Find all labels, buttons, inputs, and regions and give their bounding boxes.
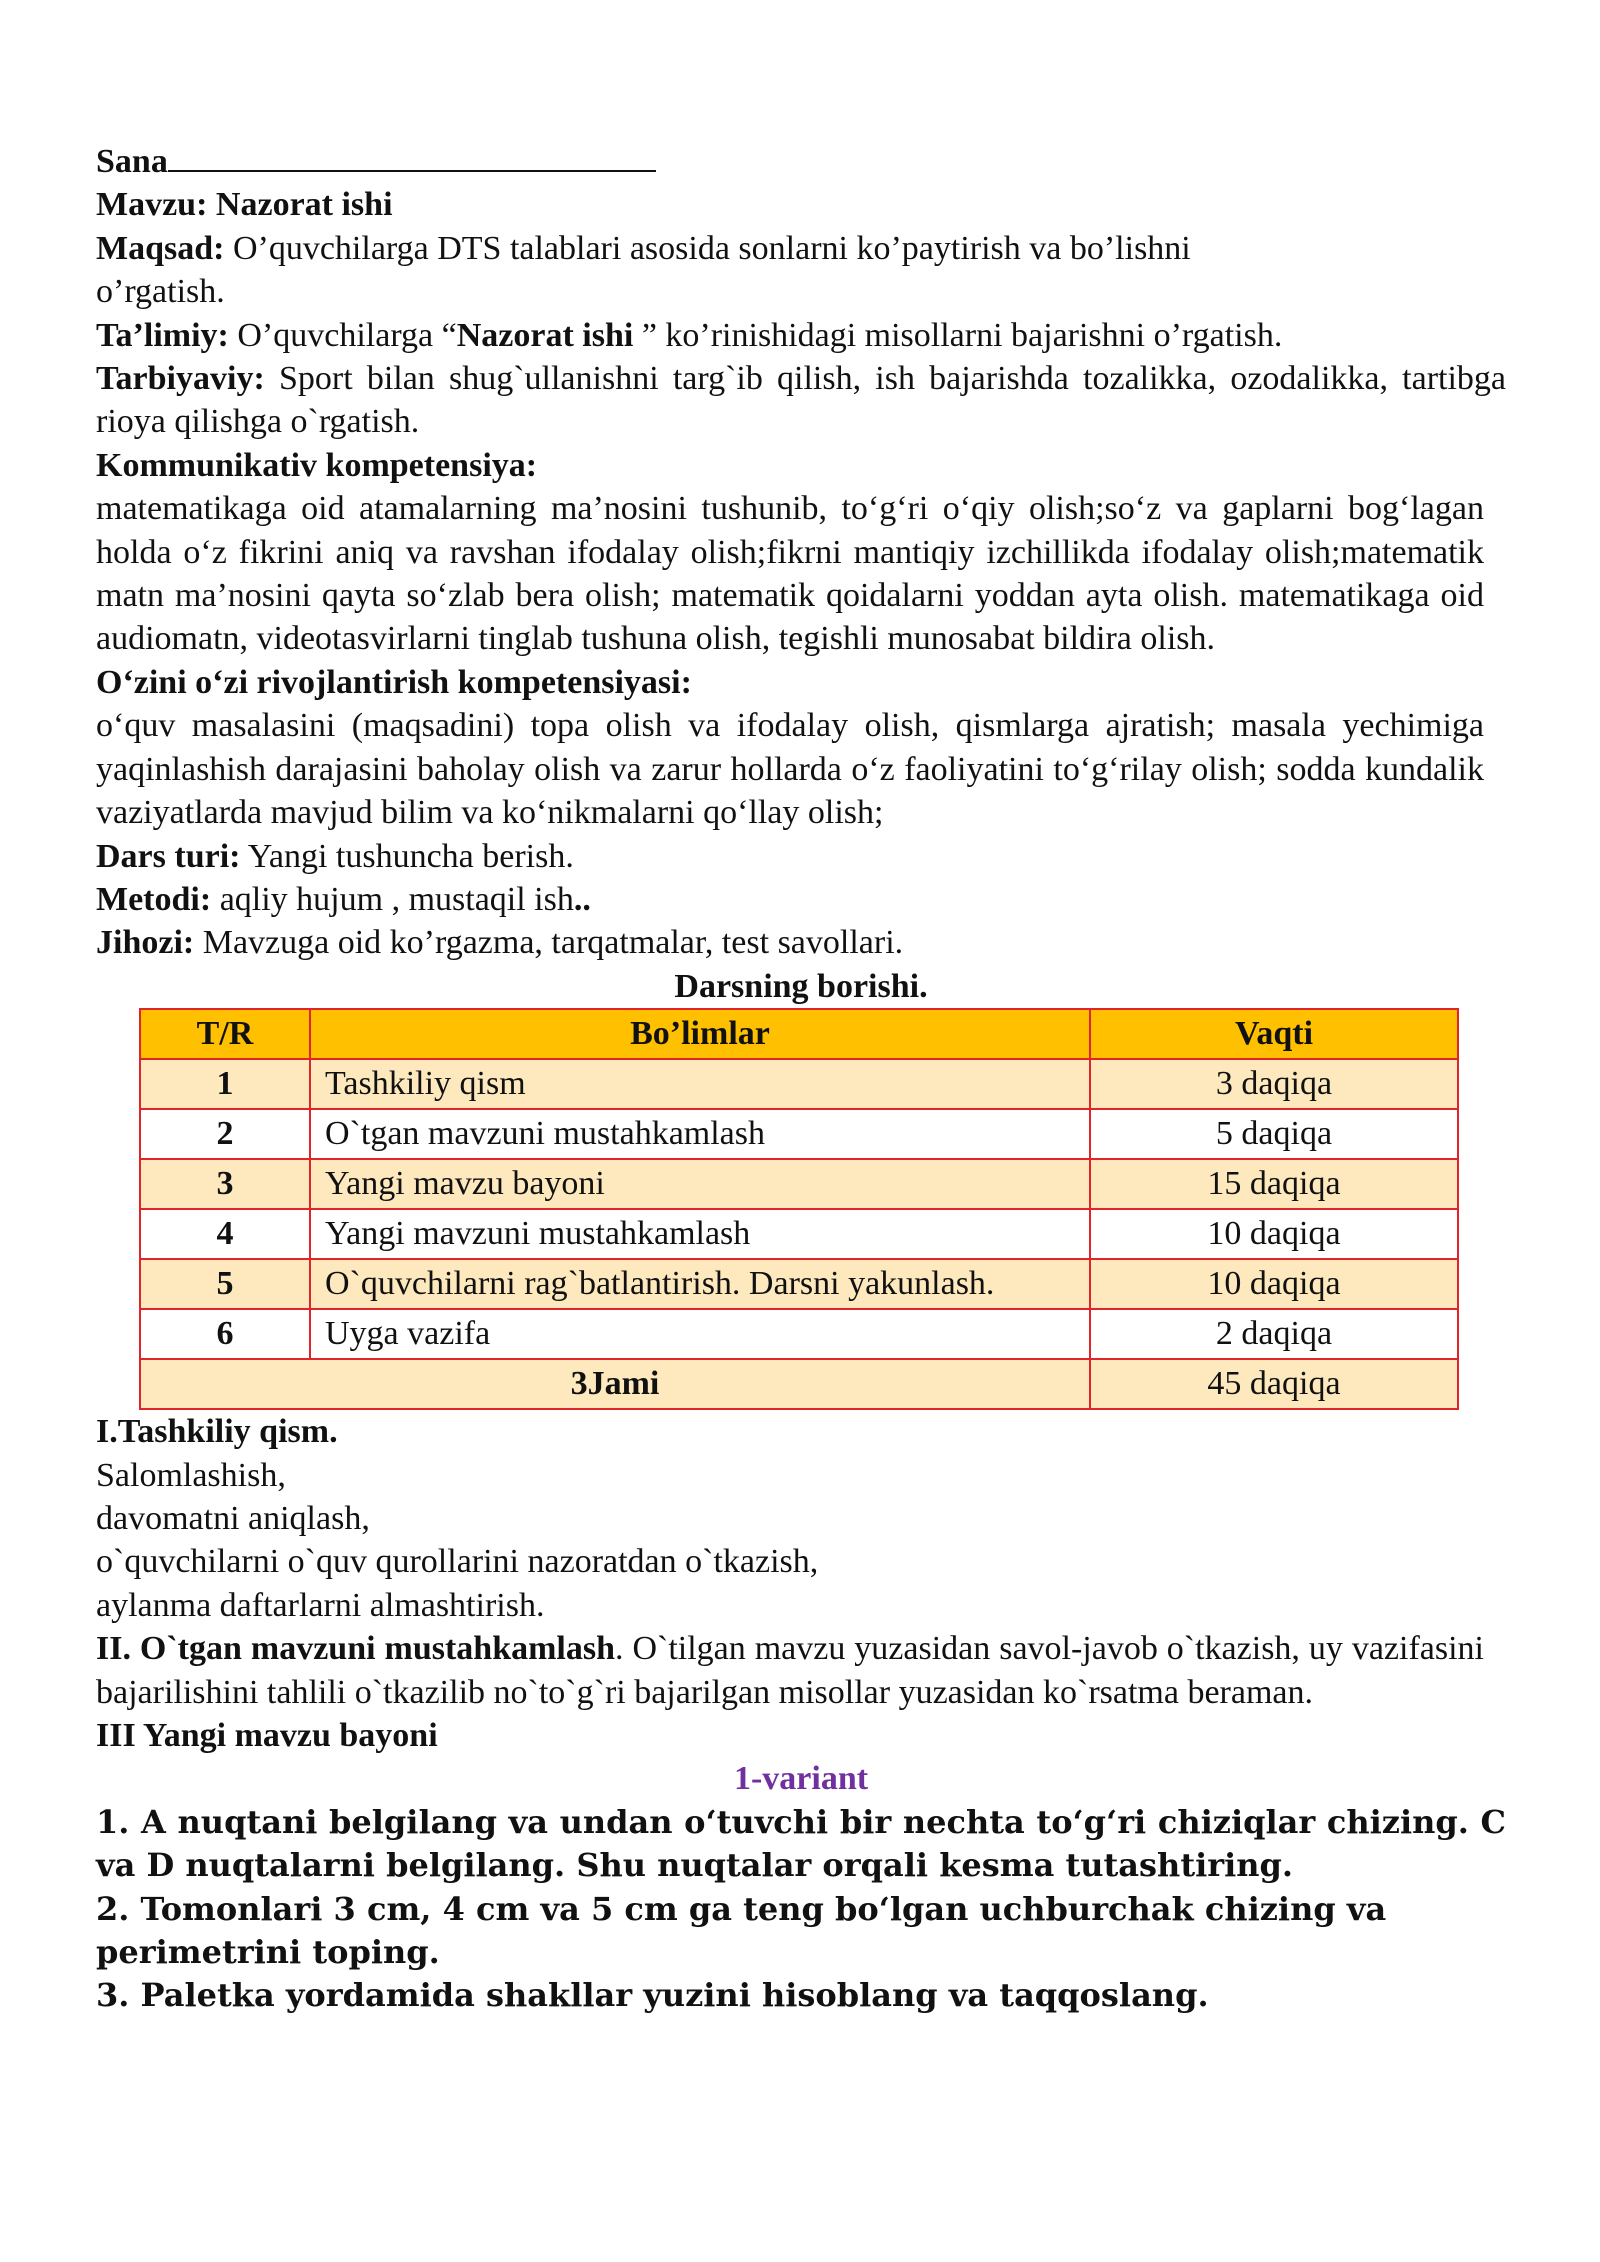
talimiy-line xyxy=(96,314,1506,357)
mavzu-value: Nazorat ishi xyxy=(215,186,393,224)
talimiy-pre: O’quvchilarga “ xyxy=(237,316,457,354)
task-item: 2. Tomonlari 3 cm, 4 cm va 5 cm ga teng bo‘lgan uchburchak chizing va perimetrini toping. xyxy=(96,1889,1387,1971)
row-section: Tashkiliy qism xyxy=(310,1059,1090,1109)
section2-paragraph xyxy=(96,1627,1484,1714)
plan-title: Darsning borishi. xyxy=(674,967,928,1005)
table-row xyxy=(140,1059,1458,1109)
col-time-header: Vaqti xyxy=(1090,1009,1458,1059)
task-list xyxy=(96,1801,1506,2018)
lesson-plan-page xyxy=(96,140,1506,2018)
mavzu-label: Mavzu: xyxy=(96,186,208,224)
col-section-header: Bo’limlar xyxy=(310,1009,1090,1059)
section1-line: davomatni aniqlash, xyxy=(96,1499,370,1537)
metodi-label: Metodi: xyxy=(96,880,212,918)
row-section: O`quvchilarni rag`batlantirish. Darsni yakunlash. xyxy=(310,1259,1090,1309)
sana-line xyxy=(96,140,1506,183)
total-time: 45 daqiqa xyxy=(1090,1359,1458,1409)
row-time: 5 daqiqa xyxy=(1090,1109,1458,1159)
lesson-plan-table xyxy=(139,1008,1459,1410)
row-time: 10 daqiqa xyxy=(1090,1209,1458,1259)
section1-title: I.Tashkiliy qism. xyxy=(96,1413,338,1451)
row-num: 6 xyxy=(140,1309,310,1359)
maqsad-label: Maqsad: xyxy=(96,229,225,267)
row-section: Yangi mavzu bayoni xyxy=(310,1159,1090,1209)
kommunikativ-title: Kommunikativ kompetensiya: xyxy=(96,446,538,484)
metodi-tail: .. xyxy=(573,880,591,918)
ozini-title: O‘zini o‘zi rivojlantirish kompetensiyasi: xyxy=(96,663,692,701)
row-time: 15 daqiqa xyxy=(1090,1159,1458,1209)
row-section: Uyga vazifa xyxy=(310,1309,1090,1359)
sana-label: Sana xyxy=(96,143,168,180)
dars-turi-text: Yangi tushuncha berish. xyxy=(247,837,574,875)
talimiy-label: Ta’limiy: xyxy=(96,316,229,354)
section3-title: III Yangi mavzu bayoni xyxy=(96,1716,438,1754)
table-row xyxy=(140,1309,1458,1359)
col-num-header: T/R xyxy=(140,1009,310,1059)
maqsad-line xyxy=(96,227,1326,314)
total-label: 3Jami xyxy=(140,1359,1090,1409)
talimiy-bold: Nazorat ishi xyxy=(456,316,634,354)
row-time: 3 daqiqa xyxy=(1090,1059,1458,1109)
row-section: Yangi mavzuni mustahkamlash xyxy=(310,1209,1090,1259)
ozini-text: o‘quv masalasini (maqsadini) topa olish va ifodalay olish, qismlarga ajratish; masala yechimiga yaqinlashish darajasini baholay olish va zarur hollarda o‘z faoliyatini to‘g‘rilay olish; sodda kundalik vaziyatlarda mavjud bilim va ko‘nikmalarni qo‘llay olish; xyxy=(96,707,1484,832)
mavzu-line xyxy=(96,183,1506,226)
section1-line: aylanma daftarlarni almashtirish. xyxy=(96,1586,545,1624)
table-row xyxy=(140,1159,1458,1209)
section2-title: II. O`tgan mavzuni mustahkamlash xyxy=(96,1630,616,1668)
task-item: 3. Paletka yordamida shakllar yuzini hisoblang va taqqoslang. xyxy=(96,1976,1209,2015)
jihozi-line xyxy=(96,921,1506,964)
table-header-row xyxy=(140,1009,1458,1059)
row-num: 3 xyxy=(140,1159,310,1209)
metodi-text: aqliy hujum , mustaqil ish xyxy=(219,880,574,918)
metodi-line xyxy=(96,878,1506,921)
dars-turi-label: Dars turi: xyxy=(96,837,241,875)
kommunikativ-text: matematikaga oid atamalarning ma’nosini tushunib, to‘g‘ri o‘qiy olish;so‘z va gaplarni bog‘lagan holda o‘z fikrini aniq va ravshan ifodalay olish;fikrni mantiqiy izchillikda ifodalay olish;matematik matn ma’nosini qayta so‘zlab bera olish; matematik qoidalarni yoddan ayta olish. matematikaga oid audiomatn, videotasvirlarni tinglab tushuna olish, tegishli munosabat bildira olish. xyxy=(96,490,1484,658)
tarbiyaviy-text: Sport bilan shug`ullanishni targ`ib qilish, ish bajarishda tozalikka, ozodalikka, tartibga rioya qilishga o`rgatish. xyxy=(96,360,1507,441)
table-row xyxy=(140,1109,1458,1159)
sana-blank xyxy=(168,140,656,172)
table-row xyxy=(140,1209,1458,1259)
section2-text: . O`tilgan mavzu yuzasidan savol-javob o`tkazish, uy vazifasini bajarilishini tahlili o`tkazilib no`to`g`ri bajarilgan misollar yuzasidan ko`rsatma beraman. xyxy=(96,1630,1484,1711)
table-total-row xyxy=(140,1359,1458,1409)
row-time: 2 daqiqa xyxy=(1090,1309,1458,1359)
tarbiyaviy-label: Tarbiyaviy: xyxy=(96,360,265,398)
maqsad-text: O’quvchilarga DTS talablari asosida sonlarni ko’paytirish va bo’lishni o’rgatish. xyxy=(96,229,1191,311)
variant-label: 1-variant xyxy=(733,1760,869,1798)
row-time: 10 daqiqa xyxy=(1090,1259,1458,1309)
jihozi-label: Jihozi: xyxy=(96,924,195,962)
row-num: 1 xyxy=(140,1059,310,1109)
row-num: 2 xyxy=(140,1109,310,1159)
jihozi-text: Mavzuga oid ko’rgazma, tarqatmalar, test savollari. xyxy=(202,924,904,962)
talimiy-post: ” ko’rinishidagi misollarni bajarishni o’rgatish. xyxy=(641,316,1283,354)
row-num: 5 xyxy=(140,1259,310,1309)
tarbiyaviy-line xyxy=(96,357,1506,444)
section1-line: Salomlashish, xyxy=(96,1456,286,1494)
dars-turi-line xyxy=(96,835,1506,878)
table-row xyxy=(140,1259,1458,1309)
row-section: O`tgan mavzuni mustahkamlash xyxy=(310,1109,1090,1159)
section1-line: o`quvchilarni o`quv qurollarini nazoratdan o`tkazish, xyxy=(96,1543,819,1581)
row-num: 4 xyxy=(140,1209,310,1259)
task-item: 1. A nuqtani belgilang va undan o‘tuvchi bir nechta to‘g‘ri chiziqlar chizing. C va D nuqtalarni belgilang. Shu nuqtalar orqali kesma tutashtiring. xyxy=(96,1802,1506,1885)
